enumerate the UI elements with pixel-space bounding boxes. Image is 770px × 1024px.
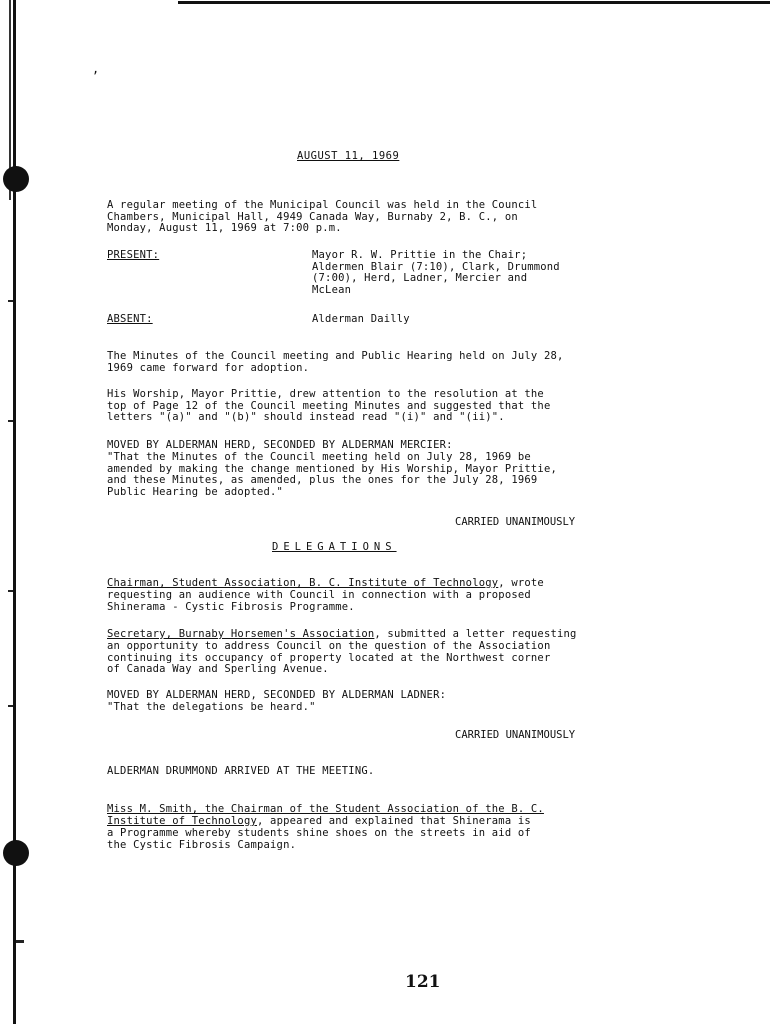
delegation2-text2: an opportunity to address Council on the question of the Association continuing its occupancy of property located at the Northwest corner of Canada Way and Sperling Avenue. xyxy=(107,640,551,675)
delegation1-text1: , wrote xyxy=(498,577,544,589)
page-number: 121 xyxy=(405,972,441,992)
punch-hole-bottom xyxy=(3,840,29,866)
minutes-paragraph: The Minutes of the Council meeting and Public Hearing held on July 28, 1969 came forward for adoption. xyxy=(107,350,564,374)
motion2-result: CARRIED UNANIMOUSLY xyxy=(455,729,576,741)
edge-mark xyxy=(8,420,13,422)
smith-rest: a Programme whereby students shine shoes on the streets in aid of the Cystic Fibrosis Campaign. xyxy=(107,827,531,851)
edge-mark xyxy=(16,940,24,943)
delegation2-name: Secretary, Burnaby Horsemen's Association xyxy=(107,628,375,640)
delegation1-name: Chairman, Student Association, B. C. Institute of Technology xyxy=(107,577,499,589)
smith-line2-underlined: Institute of Technology xyxy=(107,815,257,827)
edge-mark xyxy=(8,300,13,302)
top-rule xyxy=(178,1,770,4)
delegations-heading: DELEGATIONS xyxy=(272,541,397,553)
absent-label: ABSENT: xyxy=(107,313,153,325)
stray-mark: , xyxy=(92,62,100,76)
motion1-mover: MOVED BY ALDERMAN HERD, SECONDED BY ALDERMAN MERCIER: xyxy=(107,439,453,451)
delegation1-paragraph xyxy=(107,578,544,590)
motion1-result: CARRIED UNANIMOUSLY xyxy=(455,516,576,528)
present-text: Mayor R. W. Prittie in the Chair; Aldermen Blair (7:10), Clark, Drummond (7:00), Herd, Ladner, Mercier and McLean xyxy=(312,249,560,296)
smith-line1: Miss M. Smith, the Chairman of the Student Association of the B. C. xyxy=(107,803,544,815)
motion2-text: "That the delegations be heard." xyxy=(107,701,316,713)
smith-line2-rest: , appeared and explained that Shinerama is xyxy=(257,815,531,827)
present-label: PRESENT: xyxy=(107,249,160,261)
edge-mark xyxy=(8,705,13,707)
delegation1-text2: requesting an audience with Council in connection with a proposed Shinerama - Cystic Fibrosis Programme. xyxy=(107,589,531,613)
date-heading: AUGUST 11, 1969 xyxy=(297,150,400,162)
motion2-mover: MOVED BY ALDERMAN HERD, SECONDED BY ALDERMAN LADNER: xyxy=(107,689,447,701)
opening-paragraph: A regular meeting of the Municipal Council was held in the Council Chambers, Municipal Hall, 4949 Canada Way, Burnaby 2, B. C., on Monday, August 11, 1969 at 7:00 p.m. xyxy=(107,199,538,234)
smith-line2 xyxy=(107,816,531,828)
punch-hole-top xyxy=(3,166,29,192)
binder-edge xyxy=(13,0,16,1024)
motion1-text: "That the Minutes of the Council meeting held on July 28, 1969 be amended by making the change mentioned by His Worship, Mayor Prittie, and these Minutes, as amended, plus the ones for the July 28, 1969 Public Hearing be adopted." xyxy=(107,451,557,498)
absent-text: Alderman Dailly xyxy=(312,313,410,325)
edge-mark xyxy=(8,590,13,592)
arrival-note: ALDERMAN DRUMMOND ARRIVED AT THE MEETING. xyxy=(107,765,375,777)
delegation2-paragraph xyxy=(107,629,577,641)
worship-paragraph: His Worship, Mayor Prittie, drew attention to the resolution at the top of Page 12 of the Council meeting Minutes and suggested that the letters "(a)" and "(b)" should instead read "(i)" and "(ii)". xyxy=(107,388,551,423)
delegation2-text1: , submitted a letter requesting xyxy=(374,628,577,640)
